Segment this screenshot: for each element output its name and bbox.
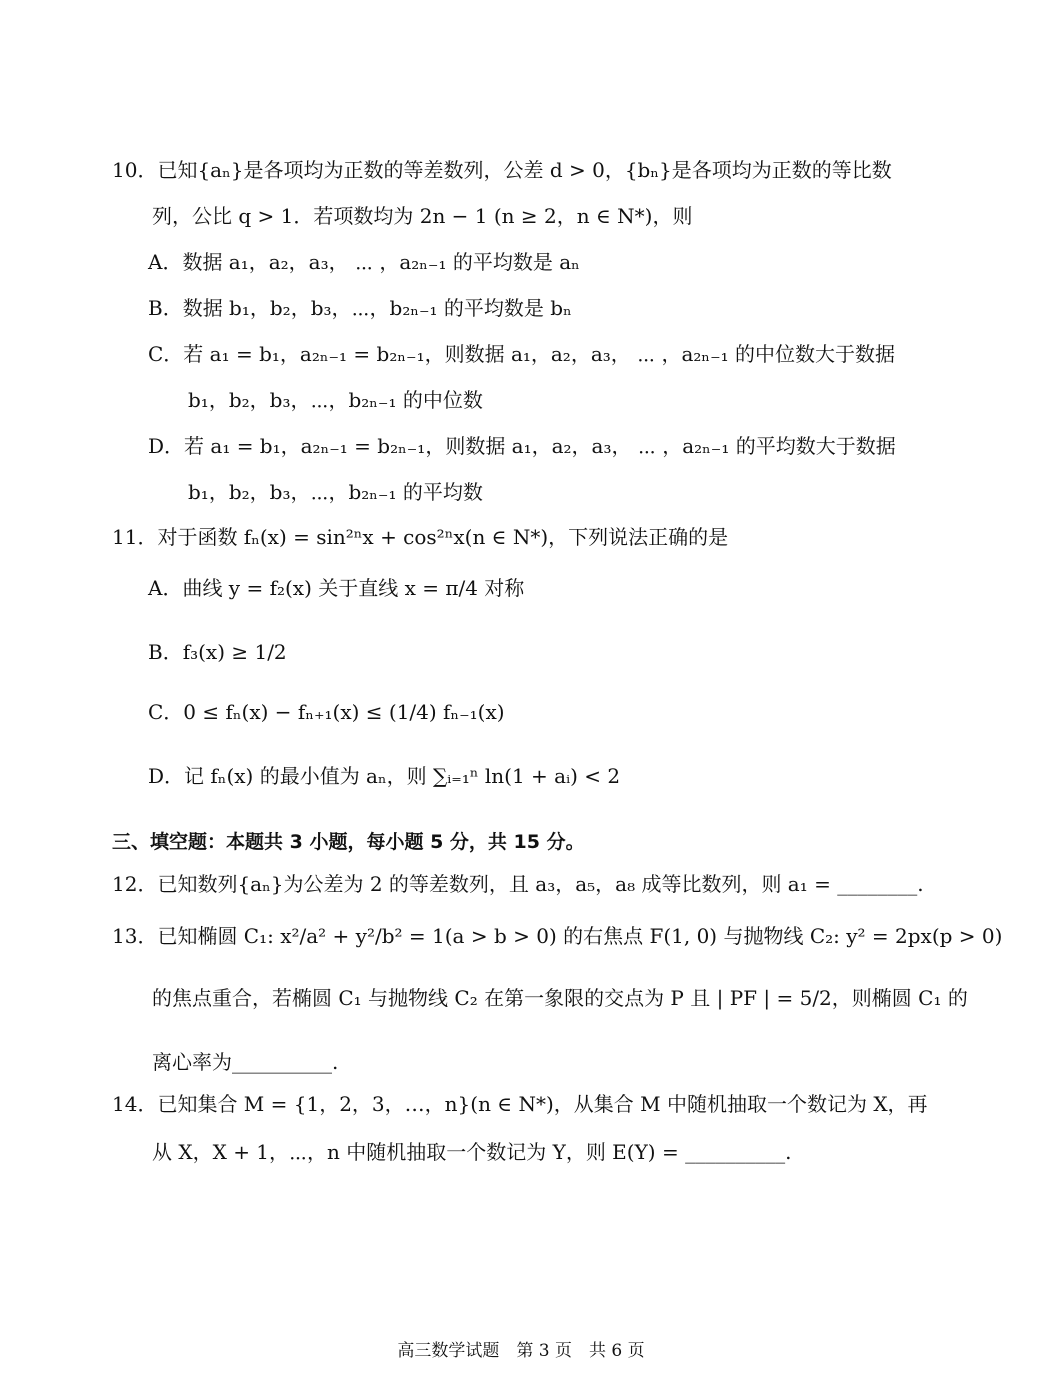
q11-option-c: C．0 ≤ fₙ(x) − fₙ₊₁(x) ≤ (1/4) fₙ₋₁(x): [148, 700, 505, 724]
q11-option-a: A．曲线 y = f₂(x) 关于直线 x = π/4 对称: [148, 576, 525, 600]
section-heading-fill-in: 三、填空题：本题共 3 小题，每小题 5 分，共 15 分。: [112, 831, 585, 853]
q10-line2: 列，公比 q > 1．若项数均为 2n − 1 (n ≥ 2，n ∈ N*)，则: [152, 204, 693, 228]
q10-line1: 10．已知{aₙ}是各项均为正数的等差数列，公差 d > 0，{bₙ}是各项均为正数的等比数: [112, 158, 892, 182]
q14-line1: 14．已知集合 M = {1，2，3，…，n}(n ∈ N*)，从集合 M 中随机抽取一个数记为 X，再: [112, 1092, 928, 1116]
q10-option-d-line1: D．若 a₁ = b₁，a₂ₙ₋₁ = b₂ₙ₋₁，则数据 a₁，a₂，a₃， ⋯ ，a₂ₙ₋₁ 的平均数大于数据: [148, 434, 896, 458]
q11-option-b: B．f₃(x) ≥ 1/2: [148, 640, 287, 664]
q14-line2: 从 X，X + 1，⋯，n 中随机抽取一个数记为 Y，则 E(Y) = __________.: [152, 1140, 792, 1164]
q12: 12．已知数列{aₙ}为公差为 2 的等差数列，且 a₃，a₅，a₈ 成等比数列，则 a₁ = ________.: [112, 872, 924, 896]
q10-option-d-line2: b₁，b₂，b₃，⋯，b₂ₙ₋₁ 的平均数: [188, 480, 483, 504]
q11-option-d: D．记 fₙ(x) 的最小值为 aₙ，则 ∑ᵢ₌₁ⁿ ln(1 + aᵢ) < 2: [148, 764, 621, 788]
q11-stem: 11．对于函数 fₙ(x) = sin²ⁿx + cos²ⁿx(n ∈ N*)，下列说法正确的是: [112, 525, 729, 549]
page-footer: 高三数学试题 第 3 页 共 6 页: [397, 1341, 645, 1361]
q13-line3: 离心率为__________.: [152, 1050, 339, 1074]
q13-line2: 的焦点重合，若椭圆 C₁ 与抛物线 C₂ 在第一象限的交点为 P 且 | PF | = 5/2，则椭圆 C₁ 的: [152, 986, 968, 1010]
q10-option-a: A．数据 a₁，a₂，a₃， ⋯ ，a₂ₙ₋₁ 的平均数是 aₙ: [148, 250, 580, 274]
q10-option-c-line2: b₁，b₂，b₃，⋯，b₂ₙ₋₁ 的中位数: [188, 388, 483, 412]
q13-line1: 13．已知椭圆 C₁: x²/a² + y²/b² = 1(a > b > 0) 的右焦点 F(1, 0) 与抛物线 C₂: y² = 2px(p > 0): [112, 924, 1003, 948]
q10-option-b: B．数据 b₁，b₂，b₃，⋯，b₂ₙ₋₁ 的平均数是 bₙ: [148, 296, 572, 320]
q10-option-c-line1: C．若 a₁ = b₁，a₂ₙ₋₁ = b₂ₙ₋₁，则数据 a₁，a₂，a₃， ⋯ ，a₂ₙ₋₁ 的中位数大于数据: [148, 342, 896, 366]
